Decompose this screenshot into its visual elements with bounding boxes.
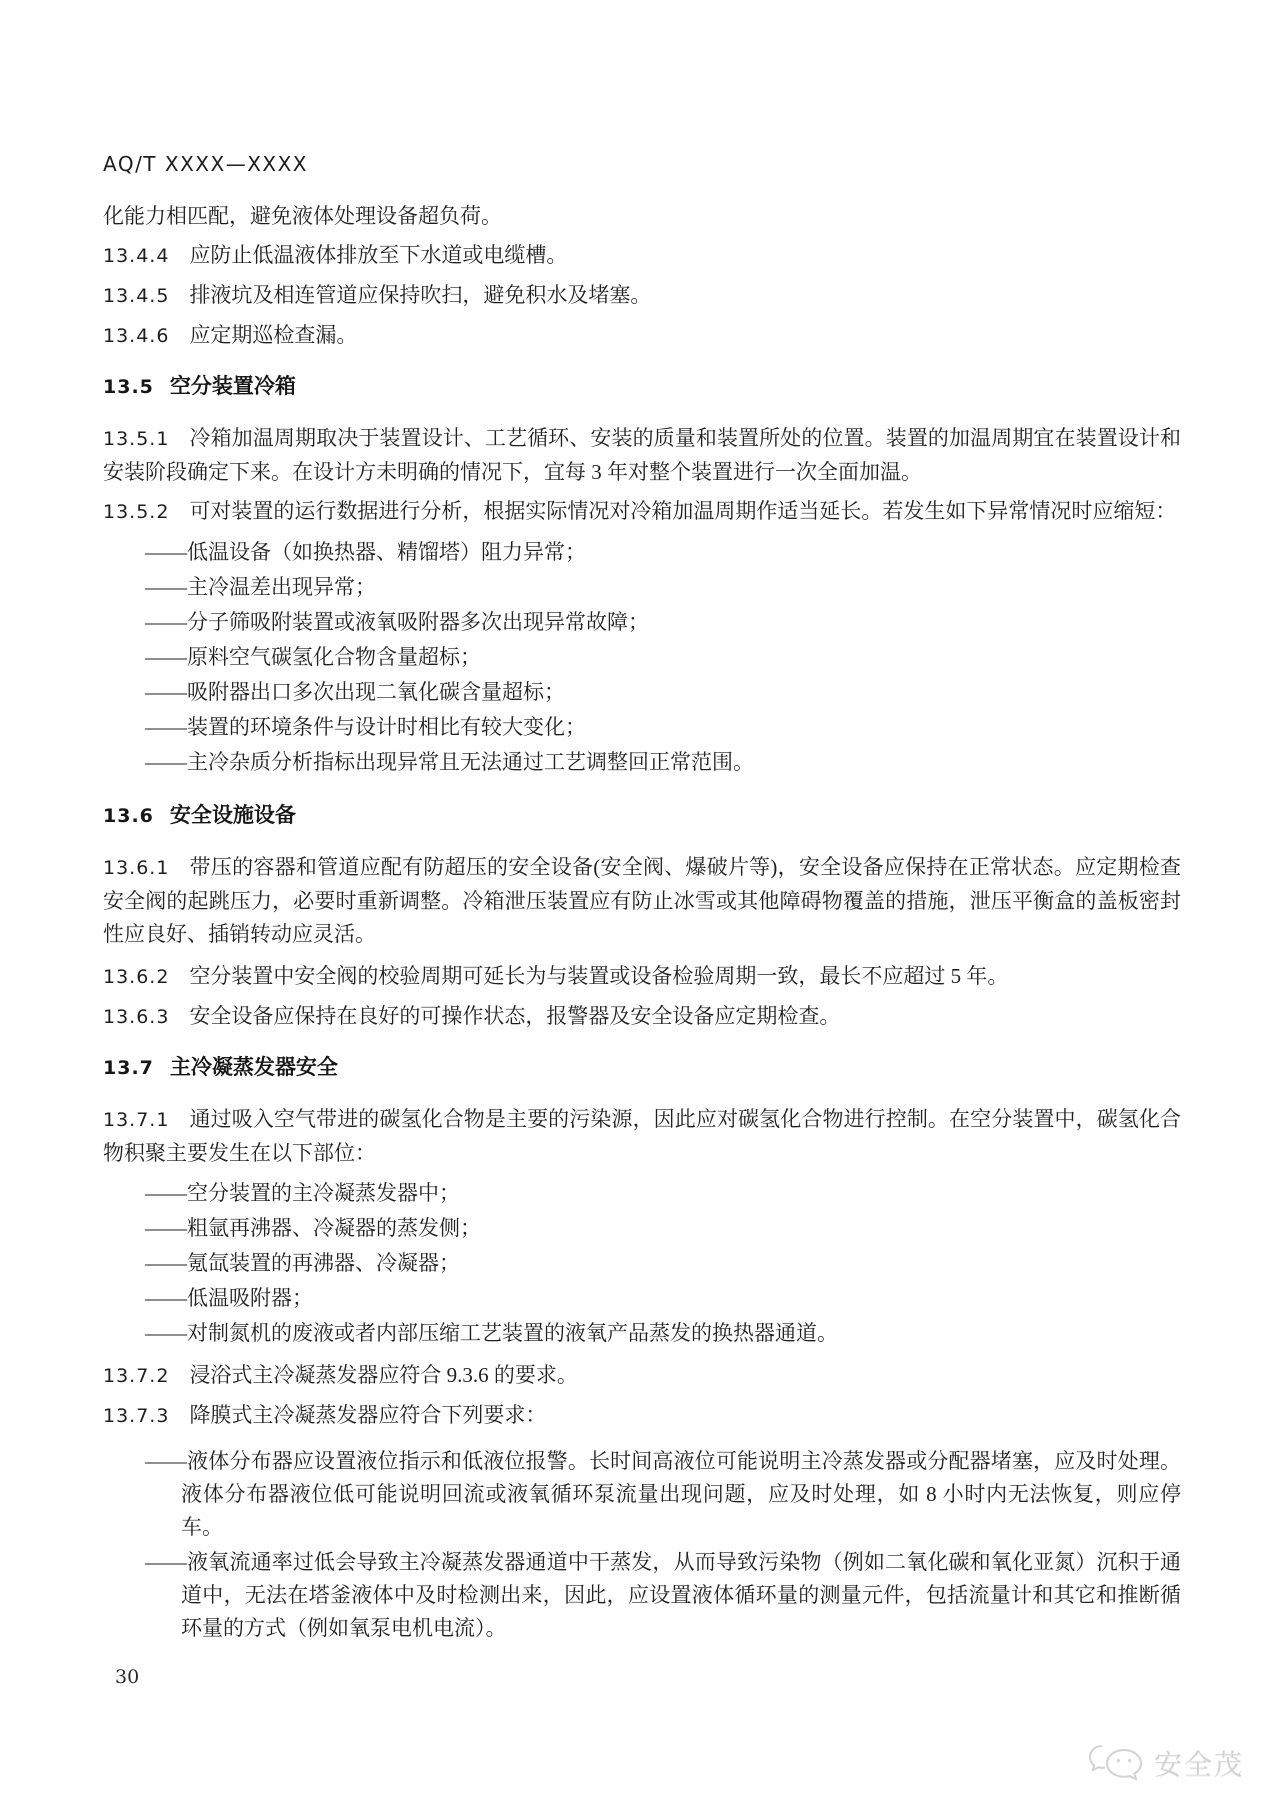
section-title: 主冷凝蒸发器安全 — [169, 1056, 338, 1079]
dash-list-item: ——分子筛吸附装置或液氧吸附器多次出现异常故障； — [145, 610, 649, 634]
clause-text: 浸浴式主冷凝蒸发器应符合 9.3.6 的要求。 — [189, 1363, 578, 1387]
clause-text: 通过吸入空气带进的碳氢化合物是主要的污染源，因此应对碳氢化合物进行控制。在空分装置中，碳氢化合物积聚主要发生在以下部位： — [103, 1107, 1181, 1165]
section-title: 安全设施设备 — [169, 804, 296, 827]
clause-number: 13.5.2 — [103, 501, 170, 523]
clause-13-6-1 — [103, 851, 1181, 951]
clause-number: 13.6.1 — [103, 857, 170, 879]
clause-number: 13.4.6 — [103, 325, 170, 347]
clause-number: 13.5.1 — [103, 428, 170, 450]
clause-text: 应定期巡检查漏。 — [189, 323, 358, 347]
dash-list-item: ——液氧流通率过低会导致主冷凝蒸发器通道中干蒸发，从而导致污染物（例如二氧化碳和氧化亚氮）沉积于通道中，无法在塔釜液体中及时检测出来，因此，应设置液体循环量的测量元件，包括流量计和其它和推断循环量的方式（例如氧泵电机电流）。 — [145, 1550, 1181, 1640]
clause-13-5-2 — [103, 495, 1181, 529]
wechat-icon — [1088, 1742, 1146, 1784]
clause-number: 13.6.2 — [103, 966, 170, 988]
clause-13-7-2 — [103, 1359, 1181, 1393]
dash-list-item: ——液体分布器应设置液位指示和低液位报警。长时间高液位可能说明主冷蒸发器或分配器堵塞，应及时处理。液体分布器液位低可能说明回流或液氧循环泵流量出现问题，应及时处理，如 8 小时内无法恢复，则应停车。 — [145, 1449, 1181, 1539]
clause-13-4-6 — [103, 319, 1181, 353]
clause-text: 应防止低温液体排放至下水道或电缆槽。 — [189, 243, 568, 267]
clause-number: 13.7.2 — [103, 1365, 170, 1387]
dash-list-item: ——原料空气碳氢化合物含量超标； — [145, 645, 481, 669]
dash-list-item: ——低温设备（如换热器、精馏塔）阻力异常； — [145, 540, 586, 564]
watermark-text: 安全茂 — [1153, 1749, 1244, 1780]
dash-list-item: ——主冷温差出现异常； — [145, 575, 376, 599]
clause-number: 13.6.3 — [103, 1006, 170, 1028]
running-header: AQ/T XXXX—XXXX — [103, 152, 308, 176]
section-heading-13-6 — [103, 799, 1181, 833]
clause-text: 排液坑及相连管道应保持吹扫，避免积水及堵塞。 — [189, 283, 652, 307]
clause-13-4-4 — [103, 239, 1181, 273]
clause-text: 可对装置的运行数据进行分析，根据实际情况对冷箱加温周期作适当延长。若发生如下异常情况时应缩短： — [189, 499, 1177, 523]
section-number: 13.5 — [103, 376, 154, 398]
dash-list-accumulation-locations — [103, 1177, 1181, 1350]
clause-13-7-1 — [103, 1103, 1181, 1170]
page-number: 30 — [115, 1666, 140, 1688]
dash-list-item: ——氪氙装置的再沸器、冷凝器； — [145, 1251, 460, 1275]
clause-text: 冷箱加温周期取决于装置设计、工艺循环、安装的质量和装置所处的位置。装置的加温周期宜在装置设计和安装阶段确定下来。在设计方未明确的情况下，宜每 3 年对整个装置进行一次全面加温。 — [103, 426, 1181, 484]
clause-text: 带压的容器和管道应配有防超压的安全设备(安全阀、爆破片等)，安全设备应保持在正常状态。应定期检查安全阀的起跳压力，必要时重新调整。冷箱泄压装置应有防止冰雪或其他障碍物覆盖的措施，泄压平衡盒的盖板密封性应良好、插销转动应灵活。 — [103, 855, 1181, 946]
continuation-paragraph: 化能力相匹配，避免液体处理设备超负荷。 — [103, 204, 502, 228]
dash-list-item: ——主冷杂质分析指标出现异常且无法通过工艺调整回正常范围。 — [145, 750, 754, 774]
section-number: 13.7 — [103, 1057, 154, 1079]
clause-text: 降膜式主冷凝蒸发器应符合下列要求： — [189, 1403, 547, 1427]
clause-number: 13.4.5 — [103, 285, 170, 307]
dash-list-shorten-conditions — [103, 536, 1181, 779]
section-number: 13.6 — [103, 805, 154, 827]
clause-number: 13.7.1 — [103, 1109, 170, 1131]
dash-list-item: ——装置的环境条件与设计时相比有较大变化； — [145, 715, 586, 739]
page-body — [103, 152, 1181, 1688]
clause-number: 13.7.3 — [103, 1405, 170, 1427]
section-heading-13-5 — [103, 370, 1181, 404]
dash-list-item: ——低温吸附器； — [145, 1286, 313, 1310]
clause-number: 13.4.4 — [103, 245, 170, 267]
dash-list-item: ——吸附器出口多次出现二氧化碳含量超标； — [145, 680, 565, 704]
dash-list-item: ——粗氩再沸器、冷凝器的蒸发侧； — [145, 1216, 481, 1240]
dash-list-falling-film-requirements — [103, 1445, 1181, 1645]
dash-list-item: ——对制氮机的废液或者内部压缩工艺装置的液氧产品蒸发的换热器通道。 — [145, 1321, 838, 1345]
section-title: 空分装置冷箱 — [169, 375, 296, 398]
clause-text: 空分装置中安全阀的校验周期可延长为与装置或设备检验周期一致，最长不应超过 5 年。 — [189, 964, 1009, 988]
clause-13-6-3 — [103, 1000, 1181, 1034]
clause-13-4-5 — [103, 279, 1181, 313]
dash-list-item: ——空分装置的主冷凝蒸发器中； — [145, 1181, 460, 1205]
watermark — [1088, 1742, 1244, 1784]
clause-13-6-2 — [103, 960, 1181, 994]
clause-text: 安全设备应保持在良好的可操作状态，报警器及安全设备应定期检查。 — [189, 1004, 841, 1028]
clause-13-7-3 — [103, 1399, 1181, 1433]
section-heading-13-7 — [103, 1051, 1181, 1085]
clause-13-5-1 — [103, 422, 1181, 489]
